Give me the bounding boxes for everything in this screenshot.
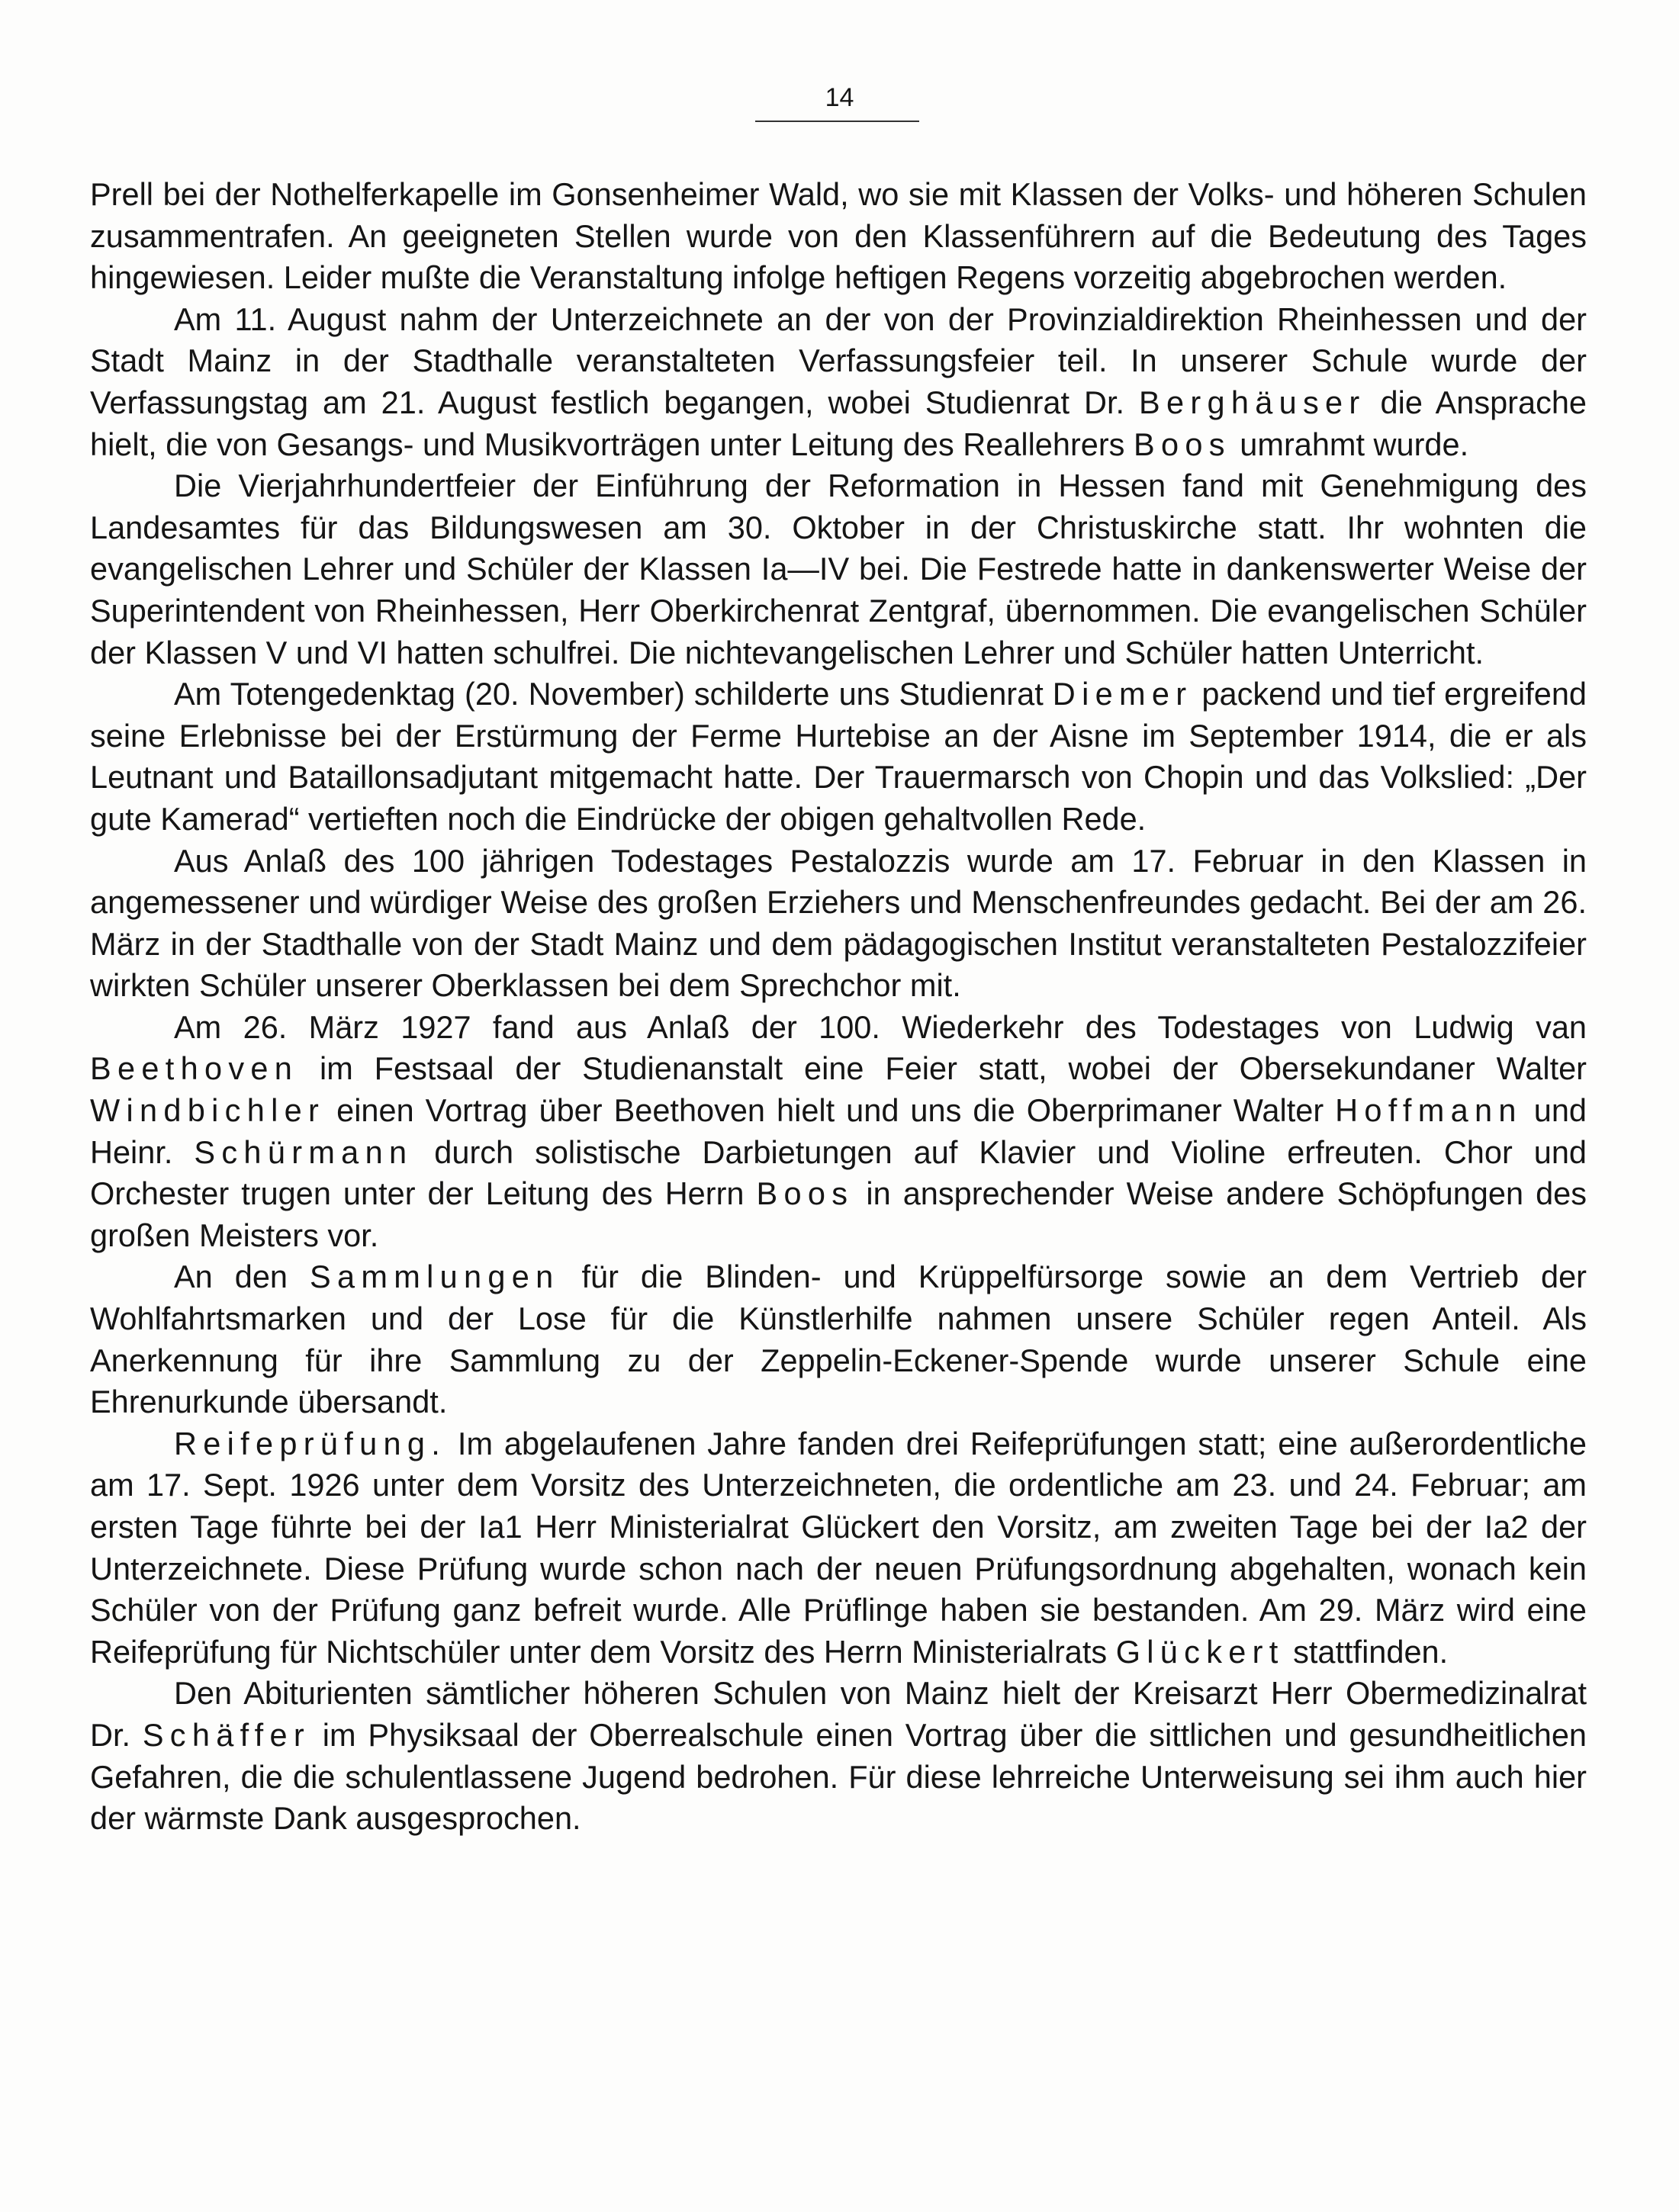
text-run: in ansprechender Weise andere Schöpfungen des großen Meisters vor.	[90, 1175, 1587, 1253]
paragraph	[90, 465, 1587, 674]
header-rule	[755, 121, 919, 122]
spaced-emphasis: Hoffmann	[1335, 1092, 1523, 1129]
text-run: Am Totengedenktag (20. November) schilderte uns Studienrat	[174, 676, 1053, 712]
text-run: und Heinr.	[90, 1092, 1587, 1170]
text-run: umrahmt wurde.	[1230, 426, 1469, 462]
text-run: stattfinden.	[1284, 1633, 1449, 1670]
page-number: 14	[825, 83, 854, 112]
paragraph	[90, 174, 1587, 299]
spaced-emphasis: Boos	[756, 1175, 854, 1212]
text-run: Am 11. August nahm der Unterzeichnete an der von der Provinzialdirektion Rheinhessen und der Stadt Mainz in der Stadthalle veranstalteten Verfassungsfeier teil. In unserer Schule wurde der Verfassungstag am 21. August festlich begangen, wobei Studienrat Dr.	[90, 301, 1587, 420]
paragraph	[90, 1423, 1587, 1673]
spaced-emphasis: Schürmann	[194, 1133, 413, 1170]
text-run: An den	[174, 1259, 310, 1295]
paragraph	[90, 1007, 1587, 1257]
text-run: die Ansprache hielt, die von Gesangs- und Musikvorträgen unter Leitung des Reallehrers	[90, 384, 1587, 462]
spaced-emphasis: Glückert	[1115, 1633, 1285, 1670]
spaced-emphasis: Berghäuser	[1139, 384, 1366, 420]
paragraph	[90, 674, 1587, 840]
text-run: Prell bei der Nothelferkapelle im Gonsenheimer Wald, wo sie mit Klassen der Volks- und höheren Schulen zusammentrafen. An geeigneten Stellen wurde von den Klassenführern auf die Bedeutung des Tages hingewiesen. Leider mußte die Veranstaltung infolge heftigen Regens vorzeitig abgebrochen werden.	[90, 176, 1587, 296]
text-run: im Festsaal der Studienanstalt eine Feier statt, wobei der Obersekundaner Walter	[298, 1050, 1587, 1087]
text-run: packend und tief ergreifend seine Erlebnisse bei der Erstürmung der Ferme Hurtebise an der Aisne im September 1914, die er als Leutnant und Bataillonsadjutant mitgemacht hatte. Der Trauermarsch von Chopin und das Volkslied: „Der gute Kamerad“ vertieften noch die Eindrücke der obigen gehaltvollen Rede.	[90, 676, 1587, 837]
text-run: durch solistische Darbietungen auf Klavier und Violine erfreuten. Chor und Orchester trugen unter der Leitung des Herrn	[90, 1133, 1587, 1212]
paragraph	[90, 841, 1587, 1007]
text-run: im Physiksaal der Oberrealschule einen Vortrag über die sittlichen und gesundheitlichen Gefahren, die die schulentlassene Jugend bedrohen. Für diese lehrreiche Unterweisung sei ihm auch hier der wärmste Dank ausgesprochen.	[90, 1716, 1587, 1837]
spaced-emphasis: Boos	[1133, 426, 1231, 462]
text-run: für die Blinden- und Krüppelfürsorge sowie an dem Vertrieb der Wohlfahrtsmarken und der Lose für die Künstlerhilfe nahmen unsere Schüler regen Anteil. Als Anerkennung für ihre Sammlung zu der Zeppelin-Eckener-Spende wurde unserer Schule eine Ehrenurkunde übersandt.	[90, 1259, 1587, 1420]
text-run: Die Vierjahrhundertfeier der Einführung der Reformation in Hessen fand mit Genehmigung des Landesamtes für das Bildungswesen am 30. Oktober in der Christuskirche statt. Ihr wohnten die evangelischen Lehrer und Schüler der Klassen Ia—IV bei. Die Festrede hatte in dankenswerter Weise der Superintendent von Rheinhessen, Herr Oberkirchenrat Zentgraf, übernommen. Die evangelischen Schüler der Klassen V und VI hatten schulfrei. Die nichtevangelischen Lehrer und Schüler hatten Unterricht.	[90, 468, 1587, 670]
text-run: einen Vortrag über Beethoven hielt und uns die Oberprimaner Walter	[325, 1092, 1336, 1129]
text-run: Am 26. März 1927 fand aus Anlaß der 100. Wiederkehr des Todestages von Ludwig van	[174, 1008, 1587, 1045]
paragraph	[90, 1256, 1587, 1423]
paragraph	[90, 299, 1587, 465]
body-text	[90, 174, 1587, 1840]
spaced-emphasis: Sammlungen	[309, 1259, 560, 1295]
spaced-emphasis: Schäffer	[142, 1716, 311, 1753]
text-run: Aus Anlaß des 100 jährigen Todestages Pestalozzis wurde am 17. Februar in den Klassen in angemessener und würdiger Weise des großen Erziehers und Menschenfreundes gedacht. Bei der am 26. März in der Stadthalle von der Stadt Mainz und dem pädagogischen Institut veranstalteten Pestalozzifeier wirkten Schüler unserer Oberklassen bei dem Sprechchor mit.	[90, 842, 1587, 1004]
spaced-emphasis: Reifeprüfung.	[174, 1425, 447, 1461]
spaced-emphasis: Diemer	[1052, 676, 1193, 712]
spaced-emphasis: Beethoven	[90, 1050, 299, 1087]
paragraph	[90, 1673, 1587, 1839]
text-run: Im abgelaufenen Jahre fanden drei Reifeprüfungen statt; eine außerordentliche am 17. Sept. 1926 unter dem Vorsitz des Unterzeichneten, die ordentliche am 23. und 24. Februar; am ersten Tage führte bei der Ia1 Herr Ministerialrat Glückert den Vorsitz, am zweiten Tage bei der Ia2 der Unterzeichnete. Diese Prüfung wurde schon nach der neuen Prüfungsordnung abgehalten, wonach kein Schüler von der Prüfung ganz befreit wurde. Alle Prüflinge haben sie bestanden. Am 29. März wird eine Reifeprüfung für Nichtschüler unter dem Vorsitz des Herrn Ministerialrats	[90, 1425, 1587, 1670]
spaced-emphasis: Windbichler	[90, 1092, 326, 1129]
text-run: Den Abiturienten sämtlicher höheren Schulen von Mainz hielt der Kreisarzt Herr Obermedizinalrat Dr.	[90, 1675, 1587, 1753]
